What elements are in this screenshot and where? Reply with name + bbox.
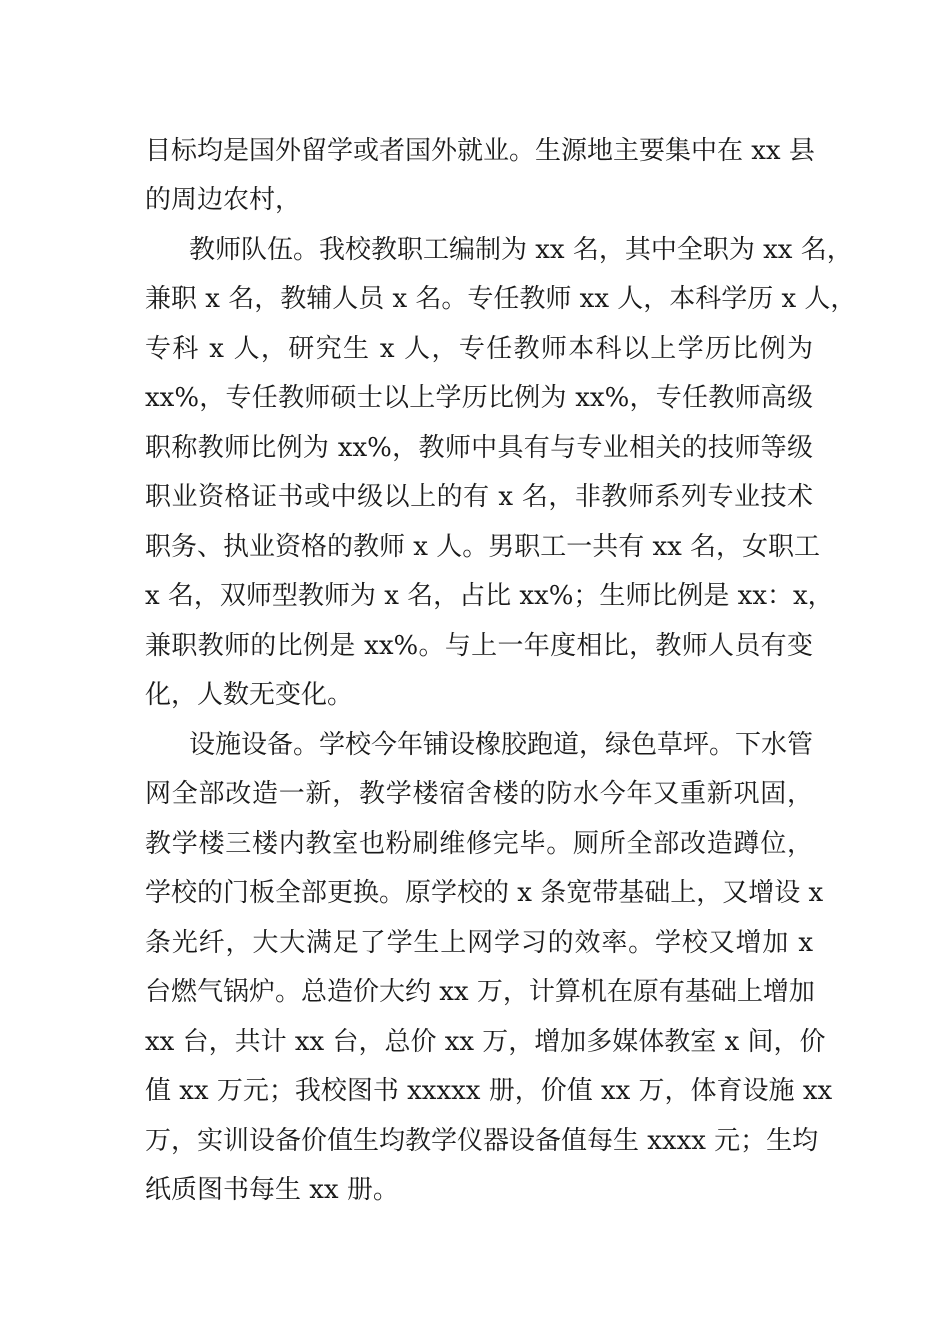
paragraph-line: 台燃气锅炉。总造价大约 xx 万，计算机在原有基础上增加 <box>145 977 815 1007</box>
paragraph-line: 网全部改造一新，教学楼宿舍楼的防水今年又重新巩固， <box>145 779 813 809</box>
paragraph-line: xx 台，共计 xx 台，总价 xx 万，增加多媒体教室 x 间，价 <box>145 1027 826 1057</box>
paragraph-line: 教学楼三楼内教室也粉刷维修完毕。厕所全部改造蹲位， <box>145 829 813 859</box>
paragraph-line: 职业资格证书或中级以上的有 x 名，非教师系列专业技术 <box>145 482 813 512</box>
paragraph-line: 万，实训设备价值生均教学仪器设备值每生 xxxx 元；生均 <box>145 1126 819 1156</box>
paragraph-line: 条光纤，大大满足了学生上网学习的效率。学校又增加 x <box>145 928 813 958</box>
paragraph-line: 专科 x 人，研究生 x 人，专任教师本科以上学历比例为 <box>145 334 813 364</box>
paragraph-line: 职称教师比例为 xx%，教师中具有与专业相关的技师等级 <box>145 433 813 463</box>
paragraph-line: 兼职 x 名，教辅人员 x 名。专任教师 xx 人，本科学历 x 人， <box>145 284 857 314</box>
paragraph-line: 目标均是国外留学或者国外就业。生源地主要集中在 xx 县 <box>145 136 815 166</box>
paragraph-line: 学校的门板全部更换。原学校的 x 条宽带基础上，又增设 x <box>145 878 824 908</box>
paragraph-line: 职务、执业资格的教师 x 人。男职工一共有 xx 名，女职工 <box>145 532 821 562</box>
paragraph-line: 化，人数无变化。 <box>145 680 354 710</box>
paragraph-line: 纸质图书每生 xx 册。 <box>145 1175 399 1205</box>
paragraph-first-line: 教师队伍。我校教职工编制为 xx 名，其中全职为 xx 名， <box>189 235 853 265</box>
paragraph-line: 兼职教师的比例是 xx%。与上一年度相比，教师人员有变 <box>145 631 813 661</box>
paragraph-line: 的周边农村， <box>145 185 302 215</box>
paragraph-first-line: 设施设备。学校今年铺设橡胶跑道，绿色草坪。下水管 <box>189 730 814 760</box>
paragraph-line: 值 xx 万元；我校图书 xxxxx 册，价值 xx 万，体育设施 xx <box>145 1076 833 1106</box>
paragraph-line: xx%，专任教师硕士以上学历比例为 xx%，专任教师高级 <box>145 383 813 413</box>
paragraph-line: x 名，双师型教师为 x 名，占比 xx%；生师比例是 xx：x， <box>145 581 834 611</box>
